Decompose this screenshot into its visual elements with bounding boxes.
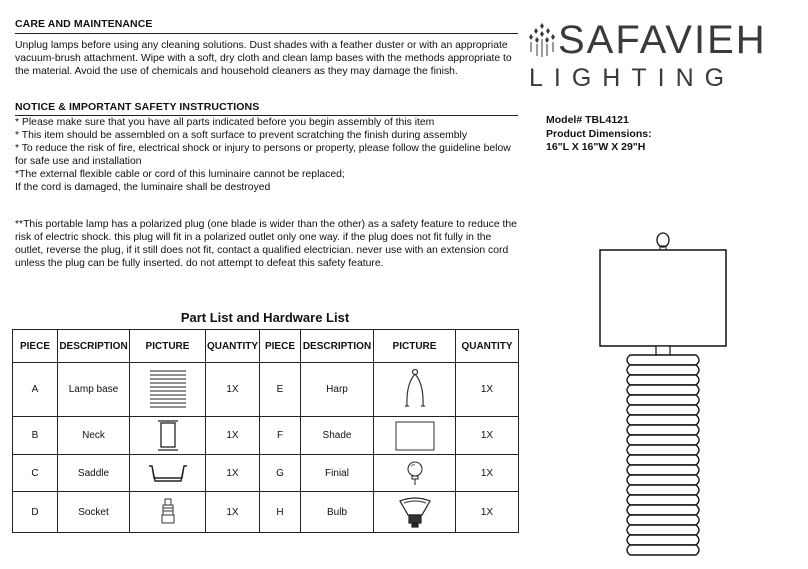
- notice-text: [15, 116, 511, 194]
- quantity-cell: 1X: [456, 417, 519, 455]
- notice-line: * Please make sure that you have all parts indicated before you begin assembly of this item: [15, 117, 435, 128]
- finial-icon: [405, 460, 425, 486]
- shade-icon: [395, 421, 435, 451]
- model-number: Model# TBL4121: [546, 114, 629, 126]
- saddle-icon: [147, 461, 189, 485]
- product-info: [546, 114, 652, 155]
- quantity-cell: 1X: [456, 455, 519, 492]
- brand-sub: LIGHTING: [529, 64, 736, 92]
- lamp-illustration: [590, 228, 750, 558]
- picture-cell: [130, 492, 206, 533]
- col-header: QUANTITY: [456, 330, 519, 363]
- piece-cell: G: [260, 455, 301, 492]
- piece-cell: A: [13, 363, 58, 417]
- brand-logo: [527, 22, 557, 63]
- bulb-icon: [398, 495, 432, 529]
- description-cell: Socket: [58, 492, 130, 533]
- lamp-base-icon: [148, 368, 188, 412]
- quantity-cell: 1X: [456, 492, 519, 533]
- picture-cell: [374, 417, 456, 455]
- care-text: [15, 39, 512, 78]
- brand-name: SAFAVIEH: [558, 18, 767, 62]
- col-header: PICTURE: [130, 330, 206, 363]
- quantity-cell: 1X: [206, 363, 260, 417]
- table-header-row: [13, 330, 519, 363]
- picture-cell: [130, 363, 206, 417]
- dimensions-label: Product Dimensions:: [546, 127, 652, 140]
- care-line: the material. Avoid the use of chemicals and household cleaners as they may damage the finish.: [15, 66, 458, 77]
- care-heading: CARE AND MAINTENANCE: [15, 18, 153, 30]
- plug-warning: [15, 218, 517, 270]
- socket-icon: [160, 497, 176, 527]
- notice-line: *The external flexible cable or cord of this luminaire cannot be replaced;: [15, 169, 345, 180]
- notice-line: * To reduce the risk of fire, electrical shock or injury to persons or property, please follow the guideline below: [15, 143, 511, 154]
- care-line: Unplug lamps before using any cleaning solutions. Dust shades with a feather duster or with an appropriate: [15, 40, 508, 51]
- table-row: [13, 455, 519, 492]
- plug-line: unless the plug can be fully inserted. do not attempt to defeat this safety feature.: [15, 258, 384, 269]
- plug-line: **This portable lamp has a polarized plug (one blade is wider than the other) as a safety feature to reduce the: [15, 219, 517, 230]
- col-header: PIECE: [13, 330, 58, 363]
- notice-line: for safe use and installation: [15, 156, 142, 167]
- col-header: QUANTITY: [206, 330, 260, 363]
- description-cell: Bulb: [301, 492, 374, 533]
- notice-line: If the cord is damaged, the luminaire shall be destroyed: [15, 182, 271, 193]
- quantity-cell: 1X: [206, 417, 260, 455]
- col-header: DESCRIPTION: [301, 330, 374, 363]
- quantity-cell: 1X: [206, 455, 260, 492]
- piece-cell: E: [260, 363, 301, 417]
- parts-table-title: Part List and Hardware List: [180, 310, 350, 325]
- description-cell: Finial: [301, 455, 374, 492]
- description-cell: Shade: [301, 417, 374, 455]
- notice-heading: NOTICE & IMPORTANT SAFETY INSTRUCTIONS: [15, 101, 260, 113]
- picture-cell: [130, 455, 206, 492]
- col-header: DESCRIPTION: [58, 330, 130, 363]
- plug-line: outlet, reverse the plug, if it still does not fit, contact a qualified electrician. never use with an extension cord: [15, 245, 509, 256]
- chandelier-mark-icon: [527, 22, 557, 58]
- description-cell: Harp: [301, 363, 374, 417]
- picture-cell: [374, 363, 456, 417]
- quantity-cell: 1X: [456, 363, 519, 417]
- piece-cell: C: [13, 455, 58, 492]
- col-header: PIECE: [260, 330, 301, 363]
- neck-icon: [155, 419, 181, 453]
- picture-cell: [374, 492, 456, 533]
- harp-icon: [400, 368, 430, 412]
- piece-cell: D: [13, 492, 58, 533]
- table-row: [13, 417, 519, 455]
- description-cell: Saddle: [58, 455, 130, 492]
- picture-cell: [130, 417, 206, 455]
- picture-cell: [374, 455, 456, 492]
- col-header: PICTURE: [374, 330, 456, 363]
- table-row: [13, 492, 519, 533]
- plug-line: risk of electric shock. this plug will fit in a polarized outlet only one way. if the plug does not fit fully in the: [15, 232, 492, 243]
- care-line: vacuum-brush attachment. Wipe with a soft, dry cloth and clean lamp bases with the methods appropriate to: [15, 53, 512, 64]
- notice-line: * This item should be assembled on a soft surface to prevent scratching the finish during assembly: [15, 130, 468, 141]
- quantity-cell: 1X: [206, 492, 260, 533]
- piece-cell: B: [13, 417, 58, 455]
- piece-cell: H: [260, 492, 301, 533]
- care-divider: [15, 33, 518, 34]
- dimensions-value: 16"L X 16"W X 29"H: [546, 141, 646, 153]
- parts-table: [12, 329, 519, 533]
- description-cell: Lamp base: [58, 363, 130, 417]
- piece-cell: F: [260, 417, 301, 455]
- table-row: [13, 363, 519, 417]
- description-cell: Neck: [58, 417, 130, 455]
